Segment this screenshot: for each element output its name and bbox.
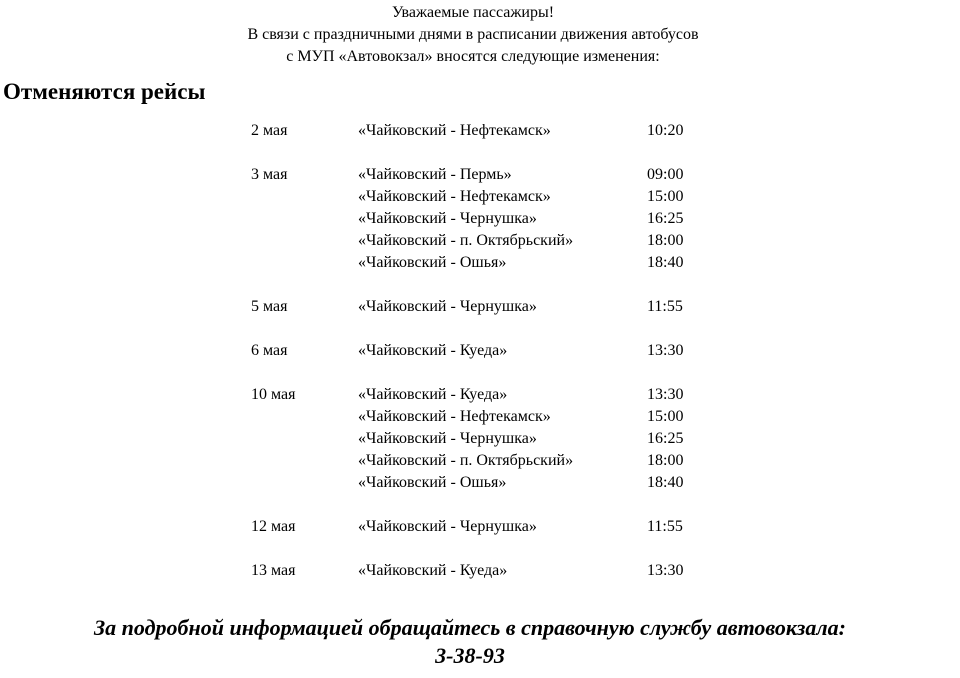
schedule-row bbox=[0, 252, 960, 274]
trip-time: 13:30 bbox=[647, 386, 684, 403]
schedule-row bbox=[0, 384, 960, 406]
trip-route: «Чайковский - Нефтекамск» bbox=[358, 122, 551, 139]
trip-date: 13 мая bbox=[251, 562, 296, 579]
trip-time: 11:55 bbox=[647, 518, 683, 535]
trip-time: 18:00 bbox=[647, 452, 684, 469]
trip-date: 5 мая bbox=[251, 298, 288, 315]
trip-route: «Чайковский - Куеда» bbox=[358, 342, 508, 359]
greeting: Уважаемые пассажиры! bbox=[391, 4, 555, 21]
schedule-row bbox=[0, 340, 960, 362]
announcement-line: В связи с праздничными днями в расписании движения автобусов bbox=[247, 26, 699, 43]
trip-date: 12 мая bbox=[251, 518, 296, 535]
announcement-header bbox=[0, 2, 946, 68]
trip-time: 10:20 bbox=[647, 122, 684, 139]
trip-date: 3 мая bbox=[251, 166, 288, 183]
trip-time: 16:25 bbox=[647, 430, 684, 447]
trip-date: 6 мая bbox=[251, 342, 288, 359]
trip-time: 15:00 bbox=[647, 408, 684, 425]
schedule-row bbox=[0, 164, 960, 186]
trip-time: 18:40 bbox=[647, 474, 684, 491]
trip-route: «Чайковский - Куеда» bbox=[358, 386, 508, 403]
phone-number: 3-38-93 bbox=[435, 643, 505, 668]
schedule-row bbox=[0, 406, 960, 428]
trip-route: «Чайковский - п. Октябрьский» bbox=[358, 232, 574, 249]
trip-route: «Чайковский - Чернушка» bbox=[358, 210, 537, 227]
trip-route: «Чайковский - Чернушка» bbox=[358, 298, 537, 315]
trip-time: 13:30 bbox=[647, 562, 684, 579]
schedule-row bbox=[0, 516, 960, 538]
trip-time: 09:00 bbox=[647, 166, 684, 183]
schedule-row bbox=[0, 560, 960, 582]
schedule-row bbox=[0, 186, 960, 208]
schedule-row bbox=[0, 208, 960, 230]
trip-time: 13:30 bbox=[647, 342, 684, 359]
trip-route: «Чайковский - Пермь» bbox=[358, 166, 512, 183]
schedule-row bbox=[0, 472, 960, 494]
trip-route: «Чайковский - п. Октябрьский» bbox=[358, 452, 574, 469]
trip-time: 15:00 bbox=[647, 188, 684, 205]
trip-time: 18:40 bbox=[647, 254, 684, 271]
contact-footer bbox=[0, 614, 940, 670]
trip-route: «Чайковский - Нефтекамск» bbox=[358, 408, 551, 425]
cancelled-trips-schedule bbox=[0, 120, 960, 582]
trip-time: 18:00 bbox=[647, 232, 684, 249]
trip-route: «Чайковский - Чернушка» bbox=[358, 518, 537, 535]
trip-date: 10 мая bbox=[251, 386, 296, 403]
trip-route: «Чайковский - Ошья» bbox=[358, 474, 507, 491]
trip-route: «Чайковский - Ошья» bbox=[358, 254, 507, 271]
section-title: Отменяются рейсы bbox=[3, 79, 206, 104]
contact-text: За подробной информацией обращайтесь в справочную службу автовокзала: bbox=[93, 615, 846, 640]
trip-route: «Чайковский - Нефтекамск» bbox=[358, 188, 551, 205]
schedule-row bbox=[0, 296, 960, 318]
trip-time: 11:55 bbox=[647, 298, 683, 315]
trip-route: «Чайковский - Куеда» bbox=[358, 562, 508, 579]
trip-time: 16:25 bbox=[647, 210, 684, 227]
schedule-row bbox=[0, 428, 960, 450]
trip-route: «Чайковский - Чернушка» bbox=[358, 430, 537, 447]
schedule-row bbox=[0, 230, 960, 252]
announcement-line: с МУП «Автовокзал» вносятся следующие изменения: bbox=[286, 48, 660, 65]
trip-date: 2 мая bbox=[251, 122, 288, 139]
schedule-row bbox=[0, 120, 960, 142]
schedule-row bbox=[0, 450, 960, 472]
